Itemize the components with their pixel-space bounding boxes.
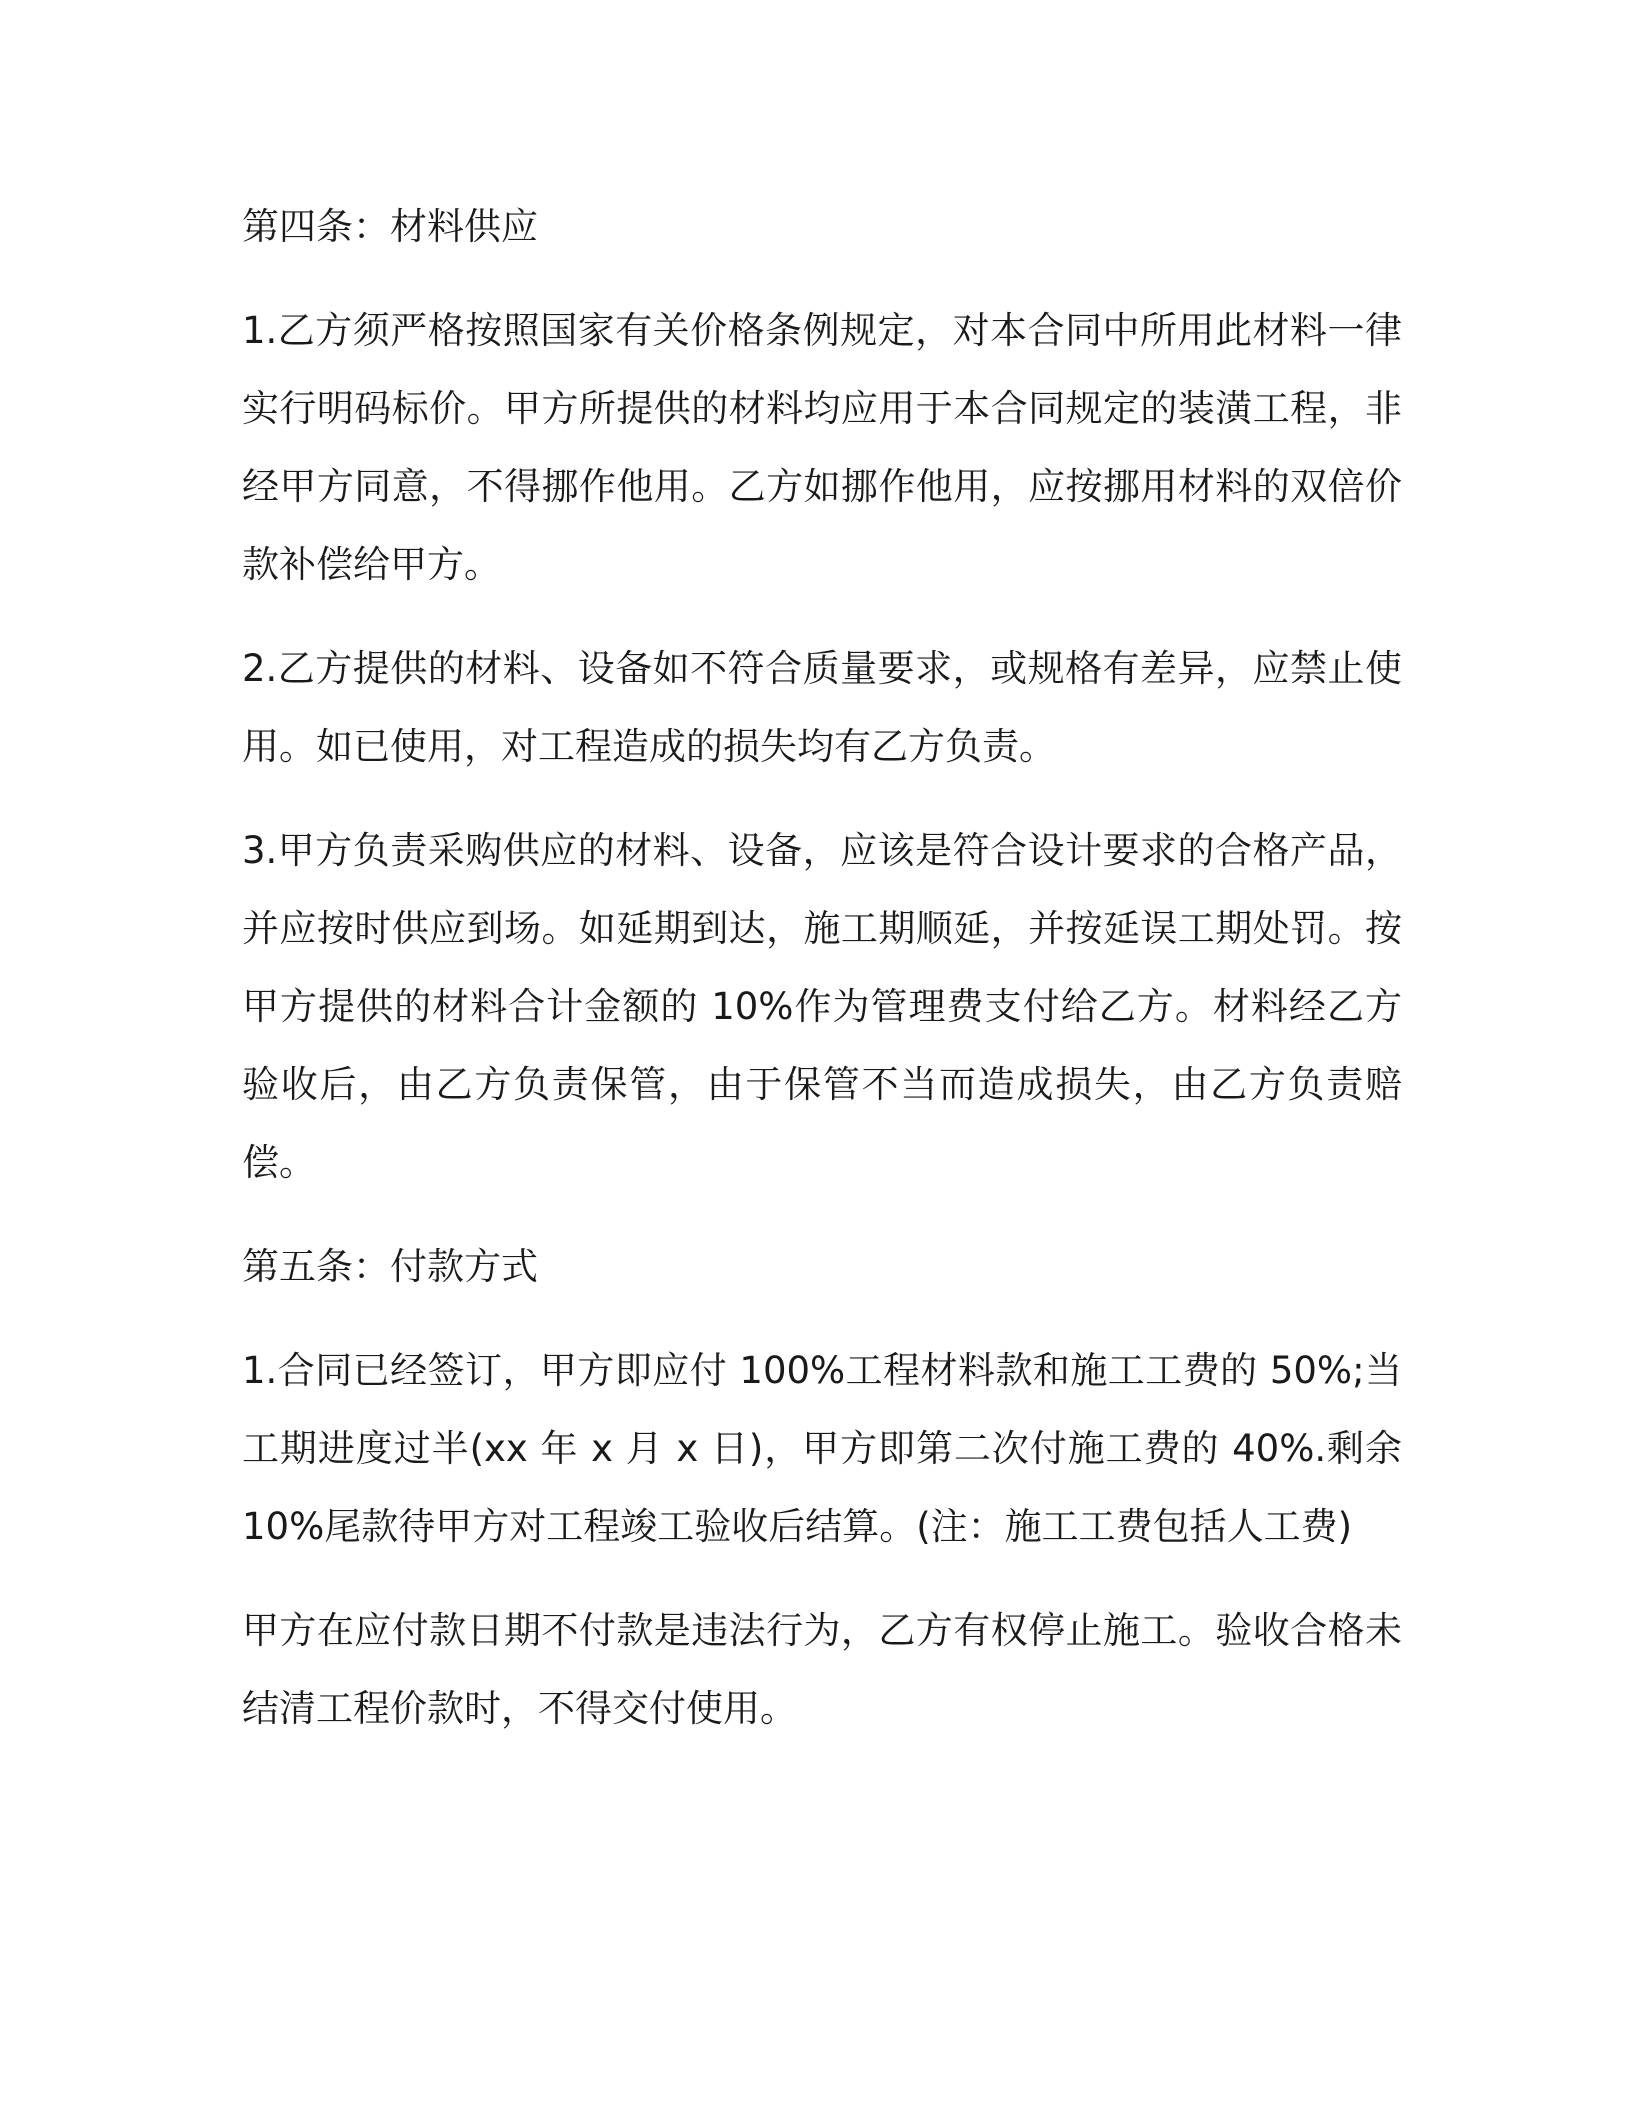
article-4-paragraph-2: 2.乙方提供的材料、设备如不符合质量要求，或规格有差异，应禁止使用。如已使用，对工程造成的损失均有乙方负责。 <box>242 647 1402 768</box>
article-4-paragraph-1: 1.乙方须严格按照国家有关价格条例规定，对本合同中所用此材料一律实行明码标价。甲方所提供的材料均应用于本合同规定的装潢工程，非经甲方同意，不得挪作他用。乙方如挪作他用，应按挪用材料的双倍价款补偿给甲方。 <box>242 309 1402 586</box>
article-4-title: 第四条：材料供应 <box>242 205 538 248</box>
article-5-paragraph-1: 1.合同已经签订，甲方即应付 100%工程材料款和施工工费的 50%;当工期进度过半(xx 年 x 月 x 日)，甲方即第二次付施工费的 40%.剩余 10%尾款待甲方对工程竣工验收后结算。(注：施工工费包括人工费) <box>242 1349 1402 1548</box>
document-page <box>242 188 1402 1748</box>
article-4-paragraph-3: 3.甲方负责采购供应的材料、设备，应该是符合设计要求的合格产品，并应按时供应到场。如延期到达，施工期顺延，并按延误工期处罚。按甲方提供的材料合计金额的 10%作为管理费支付给乙方。材料经乙方验收后，由乙方负责保管，由于保管不当而造成损失，由乙方负责赔偿。 <box>242 829 1402 1184</box>
article-5-title: 第五条：付款方式 <box>242 1245 538 1288</box>
article-5-paragraph-2: 甲方在应付款日期不付款是违法行为，乙方有权停止施工。验收合格未结清工程价款时，不得交付使用。 <box>242 1609 1402 1730</box>
